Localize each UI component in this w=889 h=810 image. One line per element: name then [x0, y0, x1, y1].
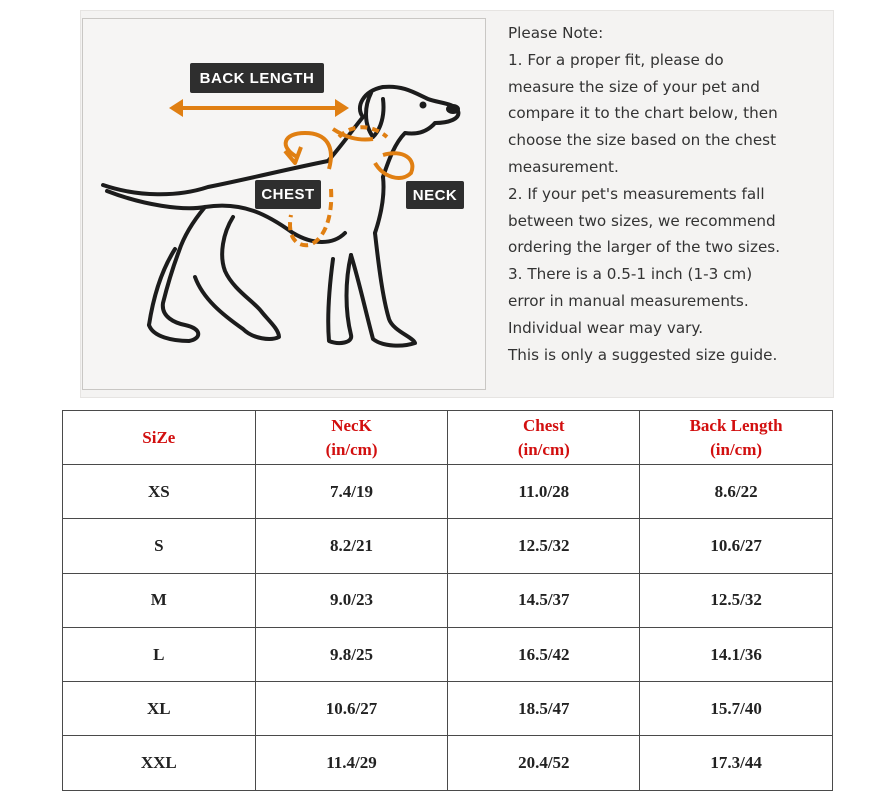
notes-line: measure the size of your pet and	[508, 77, 760, 96]
neck-cell: 10.6/27	[255, 682, 448, 736]
fit-notes	[508, 20, 828, 368]
size-cell: S	[63, 519, 256, 573]
table-row	[63, 627, 833, 681]
notes-line: error in manual measurements.	[508, 291, 749, 310]
back-length-cell: 10.6/27	[640, 519, 833, 573]
header-chest: Chest (in/cm)	[448, 411, 640, 465]
size-cell: XL	[63, 682, 256, 736]
chest-label: CHEST	[255, 180, 321, 209]
chest-cell: 12.5/32	[448, 519, 640, 573]
notes-line: Individual wear may vary.	[508, 318, 704, 337]
size-cell: M	[63, 573, 256, 627]
neck-cell: 11.4/29	[255, 736, 448, 790]
table-row	[63, 682, 833, 736]
back-length-cell: 17.3/44	[640, 736, 833, 790]
table-row	[63, 573, 833, 627]
header-neck: NecK (in/cm)	[255, 411, 448, 465]
table-row	[63, 736, 833, 790]
neck-label: NECK	[406, 181, 464, 209]
neck-cell: 7.4/19	[255, 465, 448, 519]
back-length-cell: 14.1/36	[640, 627, 833, 681]
back-length-cell: 8.6/22	[640, 465, 833, 519]
chest-cell: 11.0/28	[448, 465, 640, 519]
notes-line: 3. There is a 0.5-1 inch (1-3 cm)	[508, 265, 753, 284]
size-cell: XXL	[63, 736, 256, 790]
back-length-cell: 15.7/40	[640, 682, 833, 736]
chest-cell: 14.5/37	[448, 573, 640, 627]
notes-line: compare it to the chart below, then	[508, 104, 778, 123]
table-row	[63, 519, 833, 573]
table-row	[63, 465, 833, 519]
back-length-label: BACK LENGTH	[190, 63, 324, 93]
notes-title: Please Note:	[508, 24, 604, 42]
header-size: SiZe	[63, 411, 256, 465]
notes-line: choose the size based on the chest	[508, 131, 777, 150]
neck-cell: 9.0/23	[255, 573, 448, 627]
size-cell: L	[63, 627, 256, 681]
notes-line: between two sizes, we recommend	[508, 211, 776, 230]
nose-icon	[446, 104, 460, 114]
table-header-row	[63, 411, 833, 465]
size-cell: XS	[63, 465, 256, 519]
size-chart-table	[62, 410, 833, 791]
back-length-cell: 12.5/32	[640, 573, 833, 627]
neck-cell: 8.2/21	[255, 519, 448, 573]
notes-line: This is only a suggested size guide.	[508, 345, 778, 364]
notes-line: 2. If your pet's measurements fall	[508, 184, 765, 203]
header-back-length: Back Length (in/cm)	[640, 411, 833, 465]
notes-line: 1. For a proper fit, please do	[508, 50, 724, 69]
notes-line: ordering the larger of the two sizes.	[508, 238, 781, 257]
chest-cell: 18.5/47	[448, 682, 640, 736]
dog-measurement-illustration	[82, 18, 486, 390]
chest-cell: 20.4/52	[448, 736, 640, 790]
eye-icon	[420, 102, 427, 109]
back-length-arrow-icon	[169, 99, 349, 117]
neck-cell: 9.8/25	[255, 627, 448, 681]
notes-line: measurement.	[508, 157, 619, 176]
chest-cell: 16.5/42	[448, 627, 640, 681]
